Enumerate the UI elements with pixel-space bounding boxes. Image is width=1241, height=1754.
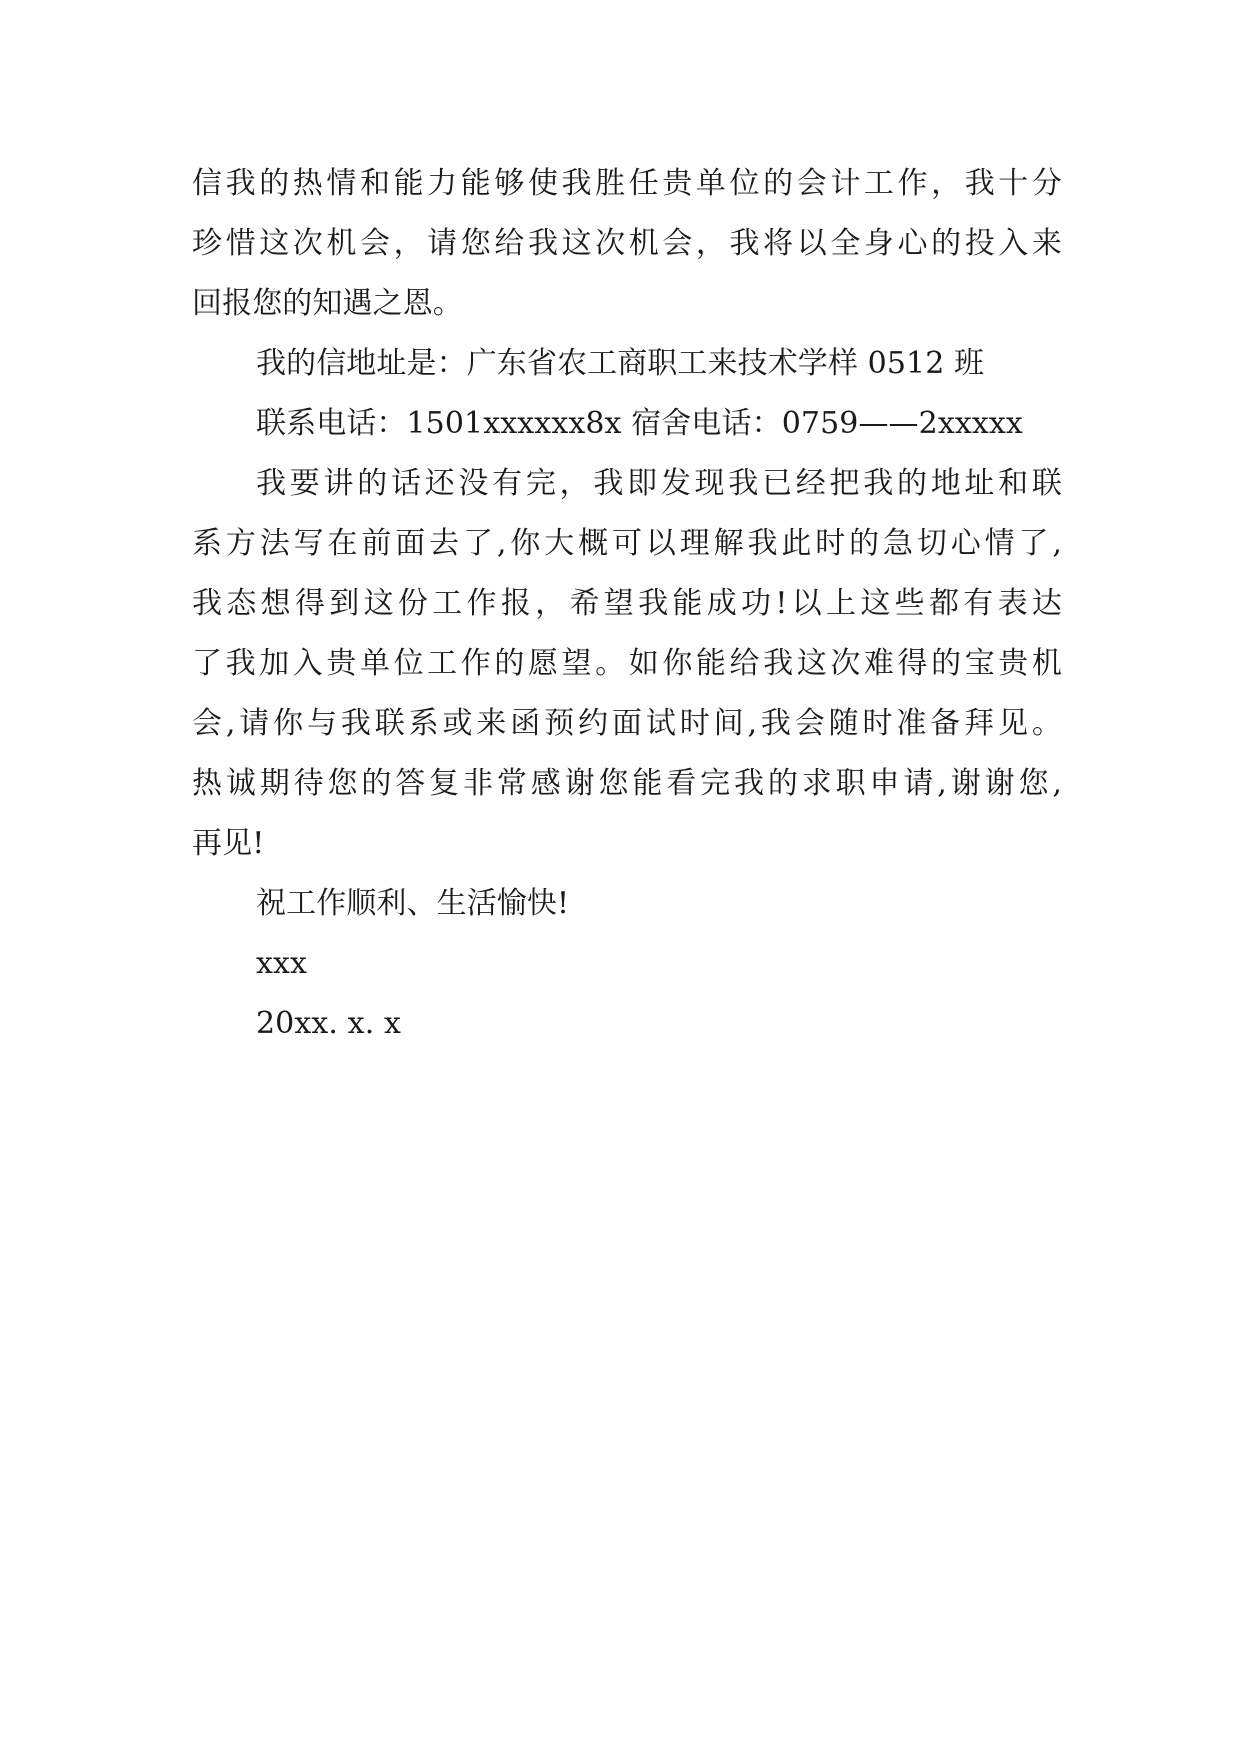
paragraph-line: 再见! <box>192 826 265 861</box>
paragraph-line: 热诚期待您的答复非常感谢您能看完我的求职申请,谢谢您, <box>192 766 1062 801</box>
closing-line: 祝工作顺利、生活愉快! <box>256 886 570 921</box>
paragraph-line: 珍惜这次机会，请您给我这次机会，我将以全身心的投入来 <box>192 226 1062 261</box>
paragraph-line: 系方法写在前面去了,你大概可以理解我此时的急切心情了, <box>192 526 1062 561</box>
phone-line: 联系电话：1501xxxxxx8x 宿舍电话：0759——2xxxxx <box>256 406 1023 441</box>
letter-body <box>192 154 1062 1054</box>
paragraph-line: 我要讲的话还没有完，我即发现我已经把我的地址和联 <box>256 466 1062 501</box>
paragraph-line: 了我加入贵单位工作的愿望。如你能给我这次难得的宝贵机 <box>192 646 1062 681</box>
date: 20xx. x. x <box>256 1006 401 1041</box>
paragraph-line: 回报您的知遇之恩。 <box>192 286 463 321</box>
address-line: 我的信地址是：广东省农工商职工来技术学样 0512 班 <box>256 346 985 381</box>
paragraph-line: 我态想得到这份工作报，希望我能成功!以上这些都有表达 <box>192 586 1062 621</box>
paragraph-line: 会,请你与我联系或来函预约面试时间,我会随时准备拜见。 <box>192 706 1062 741</box>
signature: xxx <box>256 946 308 981</box>
paragraph-line: 信我的热情和能力能够使我胜任贵单位的会计工作，我十分 <box>192 166 1062 201</box>
